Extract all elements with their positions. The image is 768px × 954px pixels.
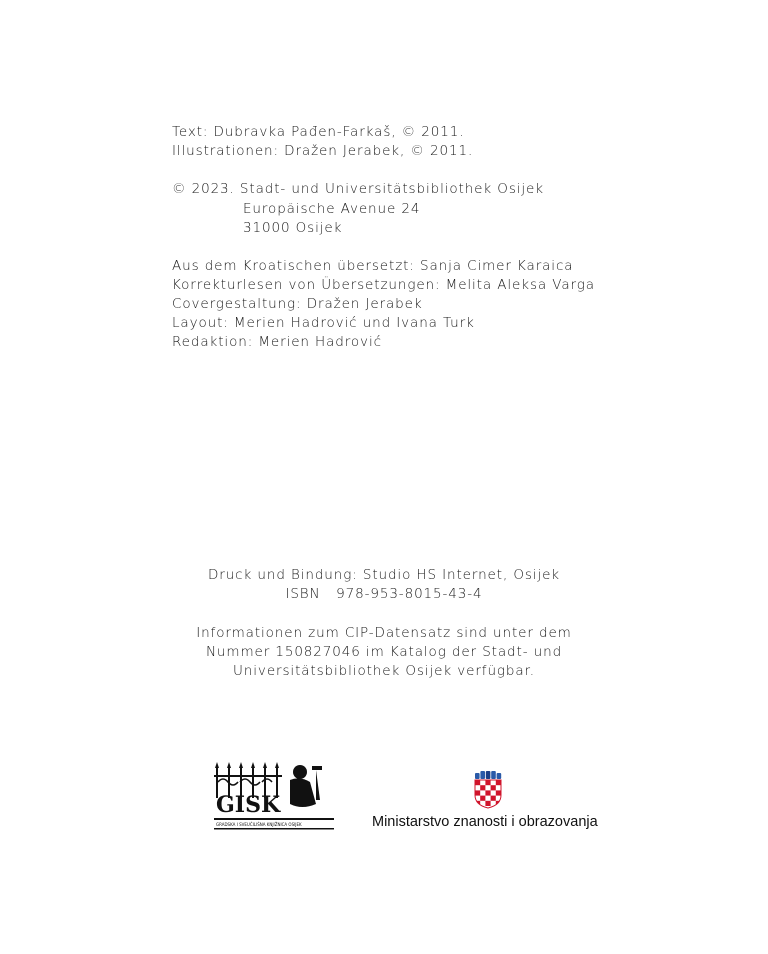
gisk-library-logo: [212, 762, 336, 832]
publisher-line-1: © 2023. Stadt- und Universitätsbibliothek Osijek: [172, 181, 544, 197]
credits-illustrations: Illustrationen: Dražen Jerabek, © 2011.: [172, 143, 474, 159]
gisk-logo-icon: [212, 762, 336, 832]
cip-line-3: Universitätsbibliothek Osijek verfügbar.: [233, 663, 535, 679]
cip-line-2: Nummer 150827046 im Katalog der Stadt- und: [205, 644, 563, 660]
credits-text: Text: Dubravka Pađen-Farkaš, © 2011.: [172, 124, 465, 140]
staff-editor: Redaktion: Merien Hadrović: [172, 334, 382, 350]
gisk-letters: GISK: [216, 792, 281, 818]
isbn: ISBN 978-953-8015-43-4: [285, 586, 483, 602]
print-binding: Druck und Bindung: Studio HS Internet, Osijek: [207, 567, 561, 583]
staff-translator: Aus dem Kroatischen übersetzt: Sanja Cimer Karaica: [172, 258, 574, 274]
publisher-line-2: Europäische Avenue 24: [243, 201, 421, 217]
cip-line-1: Informationen zum CIP-Datensatz sind unter dem: [196, 625, 572, 641]
ministry-name: Ministarstvo znanosti i obrazovanja: [372, 814, 598, 830]
staff-proofreader: Korrekturlesen von Übersetzungen: Melita Aleksa Varga: [172, 277, 595, 293]
staff-layout: Layout: Merien Hadrović und Ivana Turk: [172, 315, 475, 331]
croatian-coat-of-arms-icon: [474, 771, 502, 809]
staff-cover-design: Covergestaltung: Dražen Jerabek: [172, 296, 423, 312]
gisk-subtext: GRADSKA I SVEUČILIŠNA KNJIŽNICA OSIJEK: [216, 822, 302, 827]
publisher-line-3: 31000 Osijek: [243, 220, 343, 236]
